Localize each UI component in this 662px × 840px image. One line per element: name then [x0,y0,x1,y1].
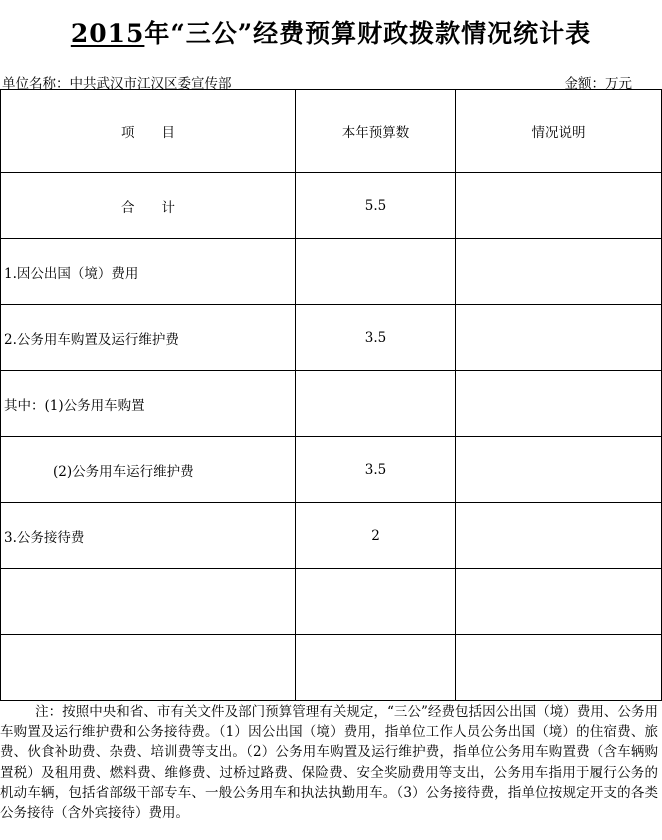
title-year: 2015 [70,19,145,48]
row-item: (2)公务用车运行维护费 [1,437,296,503]
table-row-empty [1,635,662,701]
table-row [1,239,662,305]
row-item: 其中：(1)公务用车购置 [1,371,296,437]
row-item: 1.因公出国（境）费用 [1,239,296,305]
row-note [456,569,662,635]
row-item: 3.公务接待费 [1,503,296,569]
row-item: 2.公务用车购置及运行维护费 [1,305,296,371]
row-budget [296,569,456,635]
table-row [1,437,662,503]
row-note [456,173,662,239]
page-title [0,14,662,50]
row-budget: 3.5 [296,305,456,371]
table-row [1,371,662,437]
table-row [1,305,662,371]
row-budget [296,635,456,701]
title-text: 年“三公”经费预算财政拨款情况统计表 [144,19,592,48]
table-row-empty [1,569,662,635]
row-budget: 2 [296,503,456,569]
footnote: 注：按照中央和省、市有关文件及部门预算管理有关规定，“三公”经费包括因公出国（境）费用、公务用车购置及运行维护费和公务接待费。（1）因公出国（境）费用，指单位工作人员公务出国（境）的住宿费、旅费、伙食补助费、杂费、培训费等支出。（2）公务用车购置及运行维护费，指单位公务用车购置费（含车辆购置税）及租用费、燃料费、维修费、过桥过路费、保险费、安全奖励费用等支出，公务用车指用于履行公务的机动车辆，包括省部级干部专车、一般公务用车和执法执勤用车。（3）公务接待费，指单位按规定开支的各类公务接待（含外宾接待）费用。 [0,704,658,822]
table-header-row [1,90,662,173]
table-row-total [1,173,662,239]
budget-table [0,89,662,701]
header-note: 情况说明 [456,90,662,173]
row-item [1,635,296,701]
row-item: 合 计 [1,173,296,239]
row-note [456,635,662,701]
row-note [456,437,662,503]
header-item: 项 目 [1,90,296,173]
row-note [456,371,662,437]
table-row [1,503,662,569]
row-note [456,239,662,305]
row-budget: 3.5 [296,437,456,503]
row-note [456,305,662,371]
row-item [1,569,296,635]
row-note [456,503,662,569]
amount-unit-label: 金额：万元 [564,76,632,92]
row-budget [296,239,456,305]
header-budget: 本年预算数 [296,90,456,173]
row-budget [296,371,456,437]
unit-name-label: 单位名称：中共武汉市江汉区委宣传部 [2,76,232,92]
row-budget: 5.5 [296,173,456,239]
